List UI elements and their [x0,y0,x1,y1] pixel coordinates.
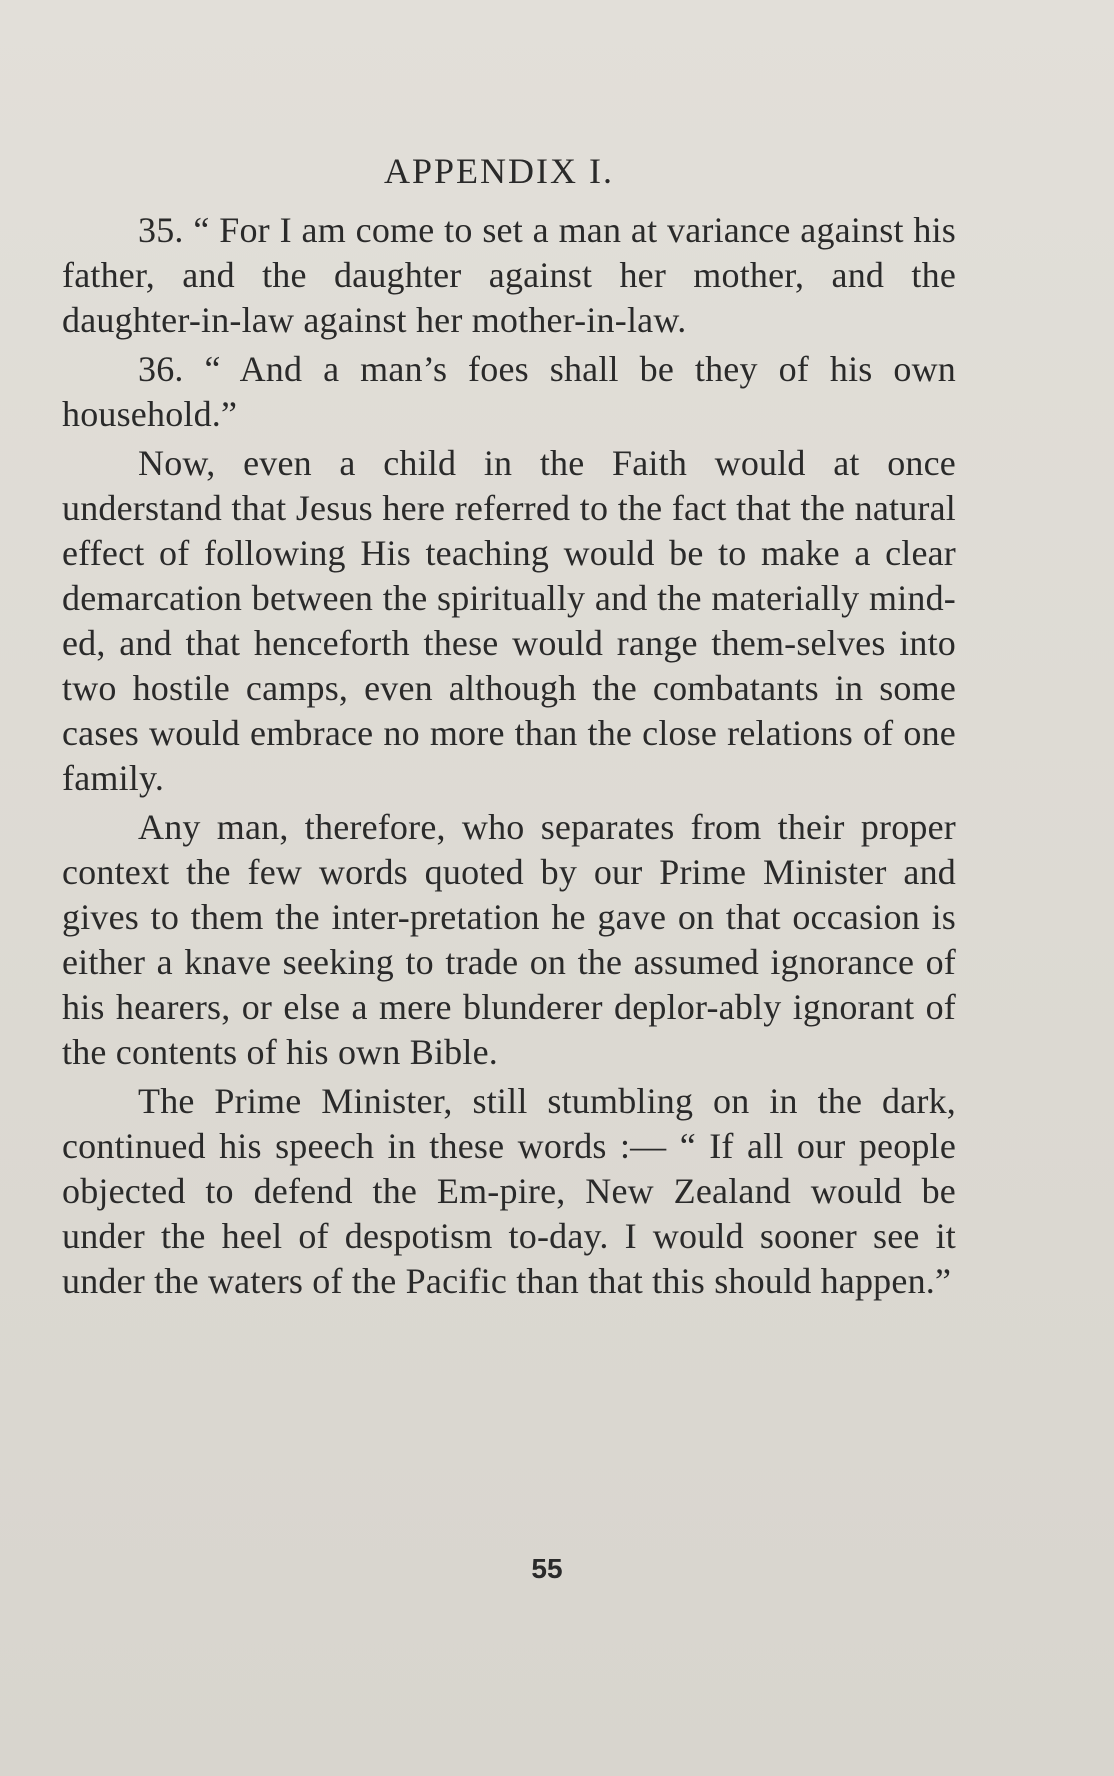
page-number: 55 [531,1553,563,1584]
paragraph-prime-minister-criticism: Any man, therefore, who separates from their proper context the few words quoted by our Prime Minister and gives to them the inter-pretation he gave on that occasion is either a knave seeking to trade on the assumed ignorance of his hearers, or else a mere blunderer deplor-ably ignorant of the contents of his own Bible. [62,807,956,1072]
paragraph-interpretation: Now, even a child in the Faith would at once understand that Jesus here referred to the fact that the natural effect of following His teaching would be to make a clear demarcation between the spiritually and the materially mind-ed, and that henceforth these would range them-selves into two hostile camps, even although the combatants in some cases would embrace no more than the close relations of one family. [62,443,956,798]
paragraph-prime-minister-speech: The Prime Minister, still stumbling on in the dark, continued his speech in these words :— “ If all our people objected to defend the Em-pire, New Zealand would be under the heel of despotism to-day. I would sooner see it under the waters of the Pacific than that this should happen.” [62,1081,956,1301]
paragraph-verse-35: 35. “ For I am come to set a man at variance against his father, and the daughter against her mother, and the daughter-in-law against her mother-in-law. [62,210,956,340]
text-block [62,140,956,1304]
running-head: APPENDIX I. [383,151,614,191]
paragraph-verse-36: 36. “ And a man’s foes shall be they of his own household.” [62,349,956,434]
